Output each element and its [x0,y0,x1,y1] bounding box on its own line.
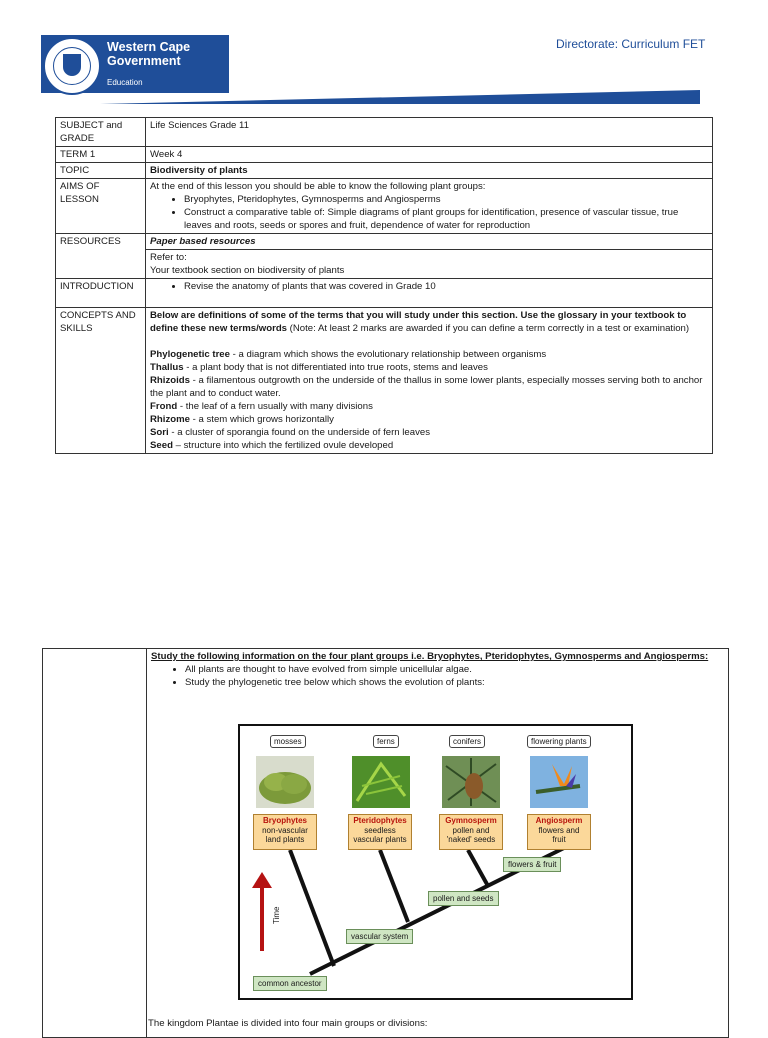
term-definition: Frond - the leaf of a fern usually with many divisions [150,401,373,412]
term-definition: Phylogenetic tree - a diagram which shows the evolutionary relationship between organisms [150,349,547,360]
group-label-gymnosperm: Gymnosperm pollen and 'naked' seeds [439,814,503,850]
study-label-cell [43,649,147,1038]
intro-label: INTRODUCTION [56,279,146,308]
group-label-bryophytes: Bryophytes non-vascular land plants [253,814,317,850]
table-row [56,179,713,234]
concepts-label: CONCEPTS AND SKILLS [56,308,146,454]
directorate-label: Directorate: Curriculum FET [556,37,706,51]
table-row [56,118,713,147]
concepts-intro-bold: Below are definitions of some of the terms that you will study under this section. Use the glossary in your textbook to define these new terms/words [150,310,687,334]
gov-name-line1: Western Cape [107,40,191,54]
node-vascular-system: vascular system [346,929,413,944]
time-axis-label: Time [272,906,281,924]
moss-photo-icon [256,756,314,808]
table-row [56,279,713,308]
subject-label: SUBJECT and GRADE [56,118,146,147]
table-row [56,250,713,279]
resources-label: RESOURCES [56,234,146,279]
node-common-ancestor: common ancestor [253,976,327,991]
tag-conifers: conifers [449,735,485,748]
node-pollen-seeds: pollen and seeds [428,891,499,906]
resources-heading: Paper based resources [146,234,713,250]
list-item: • All plants are thought to have evolved from simple unicellular algae. [185,663,724,676]
aims-intro: At the end of this lesson you should be able to know the following plant groups: [150,181,486,192]
table-row [56,147,713,163]
lesson-plan-table [55,117,713,454]
bottom-text: The kingdom Plantae is divided into four main groups or divisions: [148,1018,428,1029]
list-item: • Bryophytes, Pteridophytes, Gymnosperms and Angiosperms [184,193,708,206]
concepts-intro [150,309,708,335]
tag-flowering-plants: flowering plants [527,735,591,748]
table-row [56,163,713,179]
aims-label: AIMS OF LESSON [56,179,146,234]
coat-of-arms-icon [43,37,101,95]
fern-photo-icon [352,756,410,808]
list-item: • Study the phylogenetic tree below which shows the evolution of plants: [185,676,724,689]
study-heading: Study the following information on the four plant groups i.e. Bryophytes, Pteridophytes, Gymnosperms and Angiosperms: [151,651,709,662]
node-flowers-fruit: flowers & fruit [503,857,561,872]
term-definition: Seed – structure into which the fertilized ovule developed [150,440,394,451]
tag-ferns: ferns [373,735,399,748]
tag-mosses: mosses [270,735,306,748]
table-row [56,234,713,250]
group-label-angiosperm: Angiosperm flowers and fruit [527,814,591,850]
gov-name-line2: Government [107,54,181,68]
header-swoosh [100,88,700,104]
concepts-cell [146,308,713,454]
resources-text: Your textbook section on biodiversity of plants [150,265,345,276]
term-definition: Rhizoids - a filamentous outgrowth on the underside of the thallus in some lower plants, especially mosses serving both to anchor the plant and to conduct water. [150,375,703,399]
group-label-pteridophytes: Pteridophytes seedless vascular plants [348,814,412,850]
list-item: • Construct a comparative table of: Simple diagrams of plant groups for identification, presence of vascular tissue, true leaves and roots, seeds or spores and fruit, dependence of water for reproduction [184,206,708,232]
term-definition: Rhizome - a stem which grows horizontally [150,414,334,425]
concepts-intro-note: (Note: At least 2 marks are awarded if you can define a term correctly in a test or examination) [287,323,690,334]
term-definition: Thallus - a plant body that is not differentiated into true roots, stems and leaves [150,362,488,373]
phylogenetic-tree-figure [238,724,633,1000]
intro-cell [146,279,713,308]
conifer-photo-icon [442,756,500,808]
list-item: • Revise the anatomy of plants that was covered in Grade 10 [184,280,708,293]
term-value: Week 4 [146,147,713,163]
resources-refer: Refer to: [150,252,187,263]
table-row [56,308,713,454]
term-label: TERM 1 [56,147,146,163]
topic-value: Biodiversity of plants [146,163,713,179]
topic-label: TOPIC [56,163,146,179]
gov-department: Education [107,78,143,87]
resources-cell [146,250,713,279]
bird-of-paradise-photo-icon [530,756,588,808]
term-definition: Sori - a cluster of sporangia found on the underside of fern leaves [150,427,430,438]
aims-cell [146,179,713,234]
subject-value: Life Sciences Grade 11 [146,118,713,147]
